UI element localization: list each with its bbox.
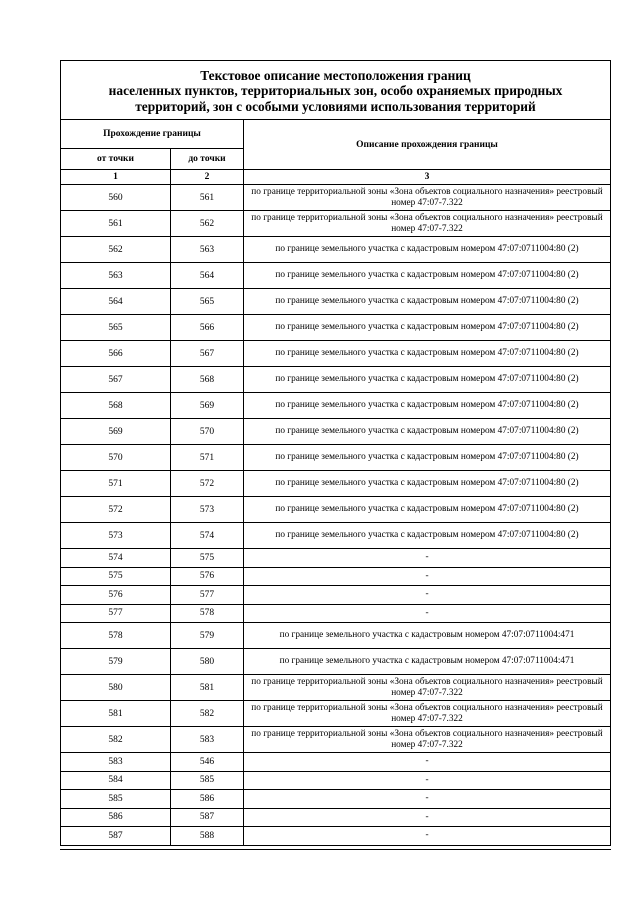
to-point-cell: 572 [171,471,244,497]
to-point-cell: 562 [171,211,244,237]
table-row [61,567,611,586]
description-cell: по границе земельного участка с кадастровым номером 47:07:0711004:80 (2) [244,315,611,341]
description-cell: по границе земельного участка с кадастровым номером 47:07:0711004:80 (2) [244,419,611,445]
description-cell: по границе земельного участка с кадастровым номером 47:07:0711004:471 [244,623,611,649]
from-point-cell: 583 [61,753,171,772]
header-from-point: от точки [61,149,171,170]
description-cell: по границе земельного участка с кадастровым номером 47:07:0711004:80 (2) [244,367,611,393]
table-body [61,185,611,846]
table-row [61,341,611,367]
to-point-cell: 571 [171,445,244,471]
description-cell: - [244,790,611,809]
from-point-cell: 586 [61,808,171,827]
table-row [61,727,611,753]
from-point-cell: 579 [61,649,171,675]
to-point-cell: 579 [171,623,244,649]
to-point-cell: 582 [171,701,244,727]
to-point-cell: 569 [171,393,244,419]
description-cell: - [244,604,611,623]
from-point-cell: 560 [61,185,171,211]
table-row [61,549,611,568]
to-point-cell: 561 [171,185,244,211]
from-point-cell: 587 [61,827,171,846]
to-point-cell: 573 [171,497,244,523]
to-point-cell: 575 [171,549,244,568]
description-cell: по границе земельного участка с кадастровым номером 47:07:0711004:80 (2) [244,471,611,497]
to-point-cell: 564 [171,263,244,289]
to-point-cell: 577 [171,586,244,605]
header-boundary-description: Описание прохождения границы [244,120,611,170]
description-cell: по границе земельного участка с кадастровым номером 47:07:0711004:80 (2) [244,263,611,289]
table-row [61,185,611,211]
to-point-cell: 565 [171,289,244,315]
column-number-2: 2 [171,170,244,185]
description-cell: по границе земельного участка с кадастровым номером 47:07:0711004:80 (2) [244,237,611,263]
description-cell: по границе территориальной зоны «Зона объектов социального назначения» реестровый номер 47:07-7.322 [244,727,611,753]
to-point-cell: 583 [171,727,244,753]
from-point-cell: 561 [61,211,171,237]
from-point-cell: 575 [61,567,171,586]
from-point-cell: 567 [61,367,171,393]
description-cell: - [244,808,611,827]
to-point-cell: 574 [171,523,244,549]
description-cell: - [244,549,611,568]
from-point-cell: 576 [61,586,171,605]
table-row [61,263,611,289]
table-row [61,790,611,809]
to-point-cell: 576 [171,567,244,586]
to-point-cell: 578 [171,604,244,623]
to-point-cell: 588 [171,827,244,846]
description-cell: по границе земельного участка с кадастровым номером 47:07:0711004:80 (2) [244,341,611,367]
from-point-cell: 568 [61,393,171,419]
page-bottom-rule [60,849,611,850]
to-point-cell: 567 [171,341,244,367]
title-line-3: территорий, зон с особыми условиями использования территорий [135,98,536,114]
from-point-cell: 562 [61,237,171,263]
description-cell: по границе земельного участка с кадастровым номером 47:07:0711004:471 [244,649,611,675]
table-row [61,675,611,701]
description-cell: - [244,586,611,605]
boundary-table [60,60,611,846]
to-point-cell: 568 [171,367,244,393]
from-point-cell: 565 [61,315,171,341]
boundary-description-document [60,60,610,846]
description-cell: по границе земельного участка с кадастровым номером 47:07:0711004:80 (2) [244,497,611,523]
table-row [61,586,611,605]
column-number-3: 3 [244,170,611,185]
from-point-cell: 581 [61,701,171,727]
table-row [61,445,611,471]
to-point-cell: 580 [171,649,244,675]
from-point-cell: 563 [61,263,171,289]
table-row [61,471,611,497]
description-cell: по границе земельного участка с кадастровым номером 47:07:0711004:80 (2) [244,445,611,471]
table-row [61,315,611,341]
description-cell: по границе территориальной зоны «Зона объектов социального назначения» реестровый номер 47:07-7.322 [244,701,611,727]
table-row [61,623,611,649]
to-point-cell: 546 [171,753,244,772]
table-row [61,237,611,263]
to-point-cell: 566 [171,315,244,341]
from-point-cell: 574 [61,549,171,568]
to-point-cell: 581 [171,675,244,701]
table-row [61,753,611,772]
from-point-cell: 580 [61,675,171,701]
table-row [61,289,611,315]
to-point-cell: 587 [171,808,244,827]
from-point-cell: 564 [61,289,171,315]
from-point-cell: 571 [61,471,171,497]
column-number-1: 1 [61,170,171,185]
header-to-point: до точки [171,149,244,170]
description-cell: - [244,753,611,772]
from-point-cell: 572 [61,497,171,523]
description-cell: по границе территориальной зоны «Зона объектов социального назначения» реестровый номер 47:07-7.322 [244,211,611,237]
title-line-2: населенных пунктов, территориальных зон, особо охраняемых природных [108,83,563,99]
table-row [61,808,611,827]
table-row [61,649,611,675]
from-point-cell: 585 [61,790,171,809]
table-row [61,419,611,445]
to-point-cell: 586 [171,790,244,809]
to-point-cell: 585 [171,771,244,790]
from-point-cell: 582 [61,727,171,753]
description-cell: по границе земельного участка с кадастровым номером 47:07:0711004:80 (2) [244,393,611,419]
header-boundary-passage: Прохождение границы [61,120,244,149]
from-point-cell: 573 [61,523,171,549]
table-row [61,211,611,237]
description-cell: - [244,771,611,790]
to-point-cell: 570 [171,419,244,445]
description-cell: по границе территориальной зоны «Зона объектов социального назначения» реестровый номер 47:07-7.322 [244,185,611,211]
description-cell: по границе территориальной зоны «Зона объектов социального назначения» реестровый номер 47:07-7.322 [244,675,611,701]
table-row [61,604,611,623]
table-row [61,771,611,790]
from-point-cell: 570 [61,445,171,471]
table-row [61,367,611,393]
from-point-cell: 578 [61,623,171,649]
from-point-cell: 584 [61,771,171,790]
table-row [61,523,611,549]
to-point-cell: 563 [171,237,244,263]
from-point-cell: 566 [61,341,171,367]
description-cell: по границе земельного участка с кадастровым номером 47:07:0711004:80 (2) [244,523,611,549]
table-row [61,497,611,523]
document-title [61,61,611,120]
description-cell: - [244,567,611,586]
table-row [61,701,611,727]
title-line-1: Текстовое описание местоположения границ [200,67,471,83]
from-point-cell: 577 [61,604,171,623]
table-row [61,393,611,419]
table-row [61,827,611,846]
from-point-cell: 569 [61,419,171,445]
description-cell: - [244,827,611,846]
description-cell: по границе земельного участка с кадастровым номером 47:07:0711004:80 (2) [244,289,611,315]
